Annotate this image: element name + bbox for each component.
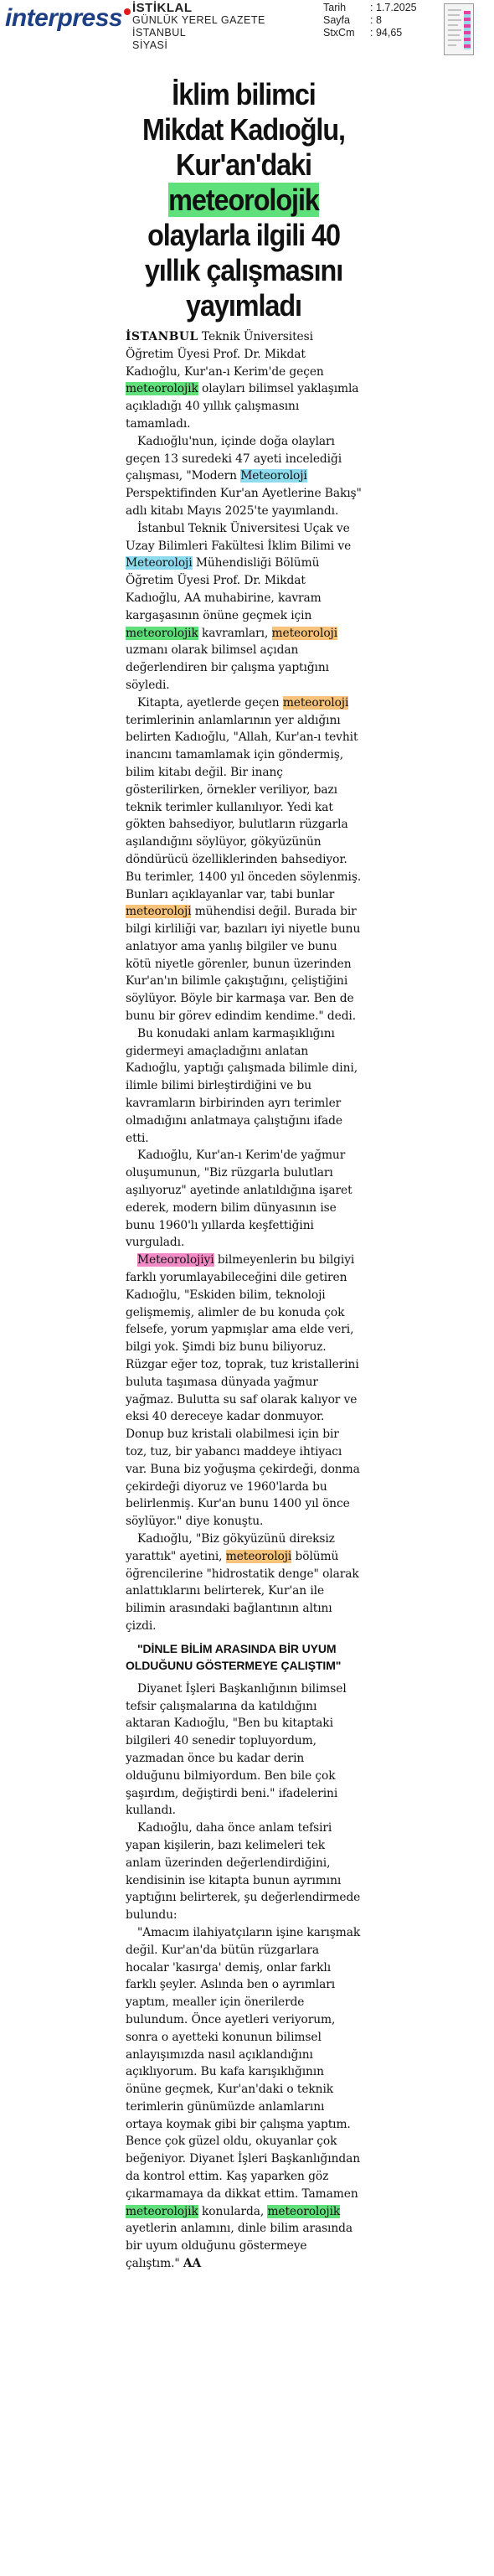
text-run: konularda, bbox=[198, 2204, 268, 2218]
meta-page-value: 8 bbox=[375, 14, 382, 26]
dateline: İSTANBUL bbox=[126, 330, 198, 343]
text-run: bilmeyenlerin bu bilgiyi farklı yorumlayabileceğini dile getiren Kadıoğlu, "Eskiden bilim, teknoloji gelişmemiş, alimler de bu konuda çok felsefe, yorum yapmışlar ama elde veri, bilgi yok. Şimdi biz bunu biliyoruz. Rüzgar eğer toz, toprak, tuz kristallerini buluta taşımasa dünyada yağmur yağmaz. Bulutta su saf olarak kalıyor ve eksi 40 dereceye kadar donmuyor. Donup buz kristali olabilmesi için bir toz, tuz, bir yabancı maddeye ihtiyacı var. Buna biz yoğuşma çekirdeği, donma çekirdeği diyoruz ve 1960'larda bu belirlenmiş. Kur'an bunu 1400 yıl önce söylüyor." diye konuştu. bbox=[126, 1253, 360, 1529]
article-headline bbox=[137, 77, 350, 323]
text-run: Mühendisliği Bölümü Öğretim Üyesi Prof. Dr. Mikdat Kadıoğlu, AA muhabirine, kavram kargaşasının önüne geçmek için bbox=[126, 556, 322, 622]
text-run: "Amacım ilahiyatçıların işine karışmak değil. Kur'an'da bütün rüzgarlara hocalar 'kasırga' demiş, onlar farklı farklı şeyler. Aslında ben o ayrımları yaptım, mealler için önerilerde bulundum. Önce ayetleri veriyorum, sonra o ayetteki konunun bilimsel anlayışımızda nasıl açıklandığını açıklıyorum. Bu kafa karışıklığının önüne geçmek, Kur'an'daki o teknik terimlerin günümüzde anlamlarını ortaya koymak gibi bir çalışma yaptım. Bence çok güzel oldu, okuyanlar çok beğeniyor. Diyanet İşleri Başkanlığından da kontrol ettim. Kaş yaparken göz çıkarmamaya da dikkat ettim. Tamamen bbox=[126, 1925, 361, 2201]
meta-size-key: StxCm bbox=[323, 27, 355, 39]
thumbnail-line bbox=[448, 44, 456, 46]
text-run: Bu konudaki anlam karmaşıklığını gidermeyi amaçladığını anlatan Kadıoğlu, yaptığı çalışmada bilimle dini, ilimle bilimi birleştirdiğini ve bu kavramların birbirinden ayrı terimler olmadığını anlatmaya çalıştığını ifade etti. bbox=[126, 1026, 358, 1145]
thumbnail-line bbox=[448, 24, 458, 26]
paragraph-group bbox=[126, 328, 362, 1635]
meta-colon: : bbox=[370, 14, 376, 26]
thumbnail-line bbox=[448, 14, 460, 16]
article-paragraph bbox=[126, 1252, 362, 1531]
text-run: olayları bilimsel yaklaşımla açıkladığı 40 yıllık çalışmasını tamamladı. bbox=[126, 382, 359, 431]
article-paragraph bbox=[126, 520, 362, 694]
article-paragraph bbox=[126, 1820, 362, 1924]
meta-page-row bbox=[323, 14, 417, 27]
article-paragraph bbox=[126, 1147, 362, 1252]
page-thumbnail[interactable] bbox=[444, 3, 474, 55]
keyword-highlight: Meteoroloji bbox=[126, 556, 193, 570]
keyword-highlight: meteoroloji bbox=[282, 695, 349, 710]
brand-dot-icon bbox=[124, 8, 131, 15]
thumbnail-line bbox=[448, 39, 461, 41]
text-run: Kadıoğlu'nun, içinde doğa olayları geçen 13 suredeki 47 ayeti incelediği çalışması, "Modern bbox=[126, 434, 342, 483]
text-run: uzmanı olarak bilimsel açıdan değerlendiren bir çalışma yaptığını söyledi. bbox=[126, 643, 329, 692]
publication-type: GÜNLÜK YEREL GAZETE bbox=[132, 14, 265, 26]
article-subheading: "DİNLE BİLİM ARASINDA BİR UYUM OLDUĞUNU GÖSTERMEYE ÇALIŞTIM" bbox=[126, 1641, 342, 1672]
text-run: İklim bilimci Mikdat Kadıoğlu, Kur'an'daki bbox=[142, 77, 345, 182]
brand-name: interpress bbox=[5, 4, 123, 32]
thumbnail-line bbox=[448, 29, 461, 31]
clipping-meta bbox=[323, 2, 417, 39]
meta-size-value: 94,65 bbox=[375, 27, 403, 39]
thumbnail-highlight-marks bbox=[464, 11, 471, 49]
text-run: Diyanet İşleri Başkanlığının bilimsel tefsir çalışmalarına da katıldığını aktaran Kadıoğlu, "Ben bu kitaptaki bilgileri 40 senedir topluyordum, yazmadan önce bu kadar derin olduğunu bilmiyordum. Ben bile çok şaşırdım, değiştirdi beni." ifadelerini kullandı. bbox=[126, 1681, 347, 1818]
keyword-highlight: meteorolojik bbox=[126, 2204, 198, 2218]
article-body bbox=[126, 328, 362, 2273]
publication-category: SİYASİ bbox=[132, 39, 168, 51]
keyword-highlight: meteoroloji bbox=[225, 1549, 292, 1563]
article-paragraph bbox=[126, 1531, 362, 1635]
meta-colon: : bbox=[370, 27, 376, 39]
keyword-highlight: meteorolojik bbox=[168, 183, 319, 217]
meta-size-row bbox=[323, 27, 417, 39]
keyword-highlight: meteoroloji bbox=[126, 905, 192, 919]
article-paragraph bbox=[126, 1924, 362, 2273]
text-run: Kadıoğlu, Kur'an-ı Kerim'de yağmur oluşumunun, "Biz rüzgarla bulutları aşılıyoruz" ayetinde anlatıldığına işaret ederek, modern bilim dünyasının ise bunu 1960'lı yıllarda keşfettiğini vurguladı. bbox=[126, 1149, 352, 1250]
text-run: terimlerinin anlamlarının yer aldığını belirten Kadıoğlu, "Allah, Kur'an-ı tevhit inancını tamamlamak için göndermiş, bilim kitabı değil. Bir inanç gösterilirken, örnekler veriliyor, bazı teknik terimler kullanılıyor. Yedi kat gökten bahsediyor, bulutların rüzgarla aşılandığını söylüyor, gökyüzünün döndürücü özelliklerinden bahsediyor. Bu terimler, 1400 yıl önceden söylenmiş. Bunları açıklayanlar var, tabi bunlar bbox=[126, 713, 362, 901]
keyword-highlight: meteorolojik bbox=[267, 2204, 341, 2218]
thumbnail-line bbox=[448, 9, 461, 11]
paragraph-group bbox=[126, 1680, 362, 2273]
meta-date-value: 1.7.2025 bbox=[375, 2, 417, 13]
text-run: mühendisi değil. Burada bir bilgi kirliliği var, bazıları iyi niyetle bunu anlatıyor ama yanlış bilgiler ve bunu kötü niyetle görenler, bunun üzerinden Kur'an'ın bilimle çakıştığını, çeliştiğini söylüyor. Böyle bir karmaşa var. Ben de bunu bir görev edindim kendime." dedi. bbox=[126, 905, 361, 1024]
text-run: Kadıoğlu, "Biz gökyüzünü direksiz yarattık" ayetini, bbox=[126, 1531, 335, 1563]
text-run: ayetlerin anlamını, dinle bilim arasında bir uyum olduğunu göstermeye çalıştım." bbox=[126, 2222, 353, 2271]
meta-date-key: Tarih bbox=[323, 2, 347, 13]
publication-name: İSTİKLAL bbox=[132, 1, 193, 15]
publication-info bbox=[132, 2, 265, 52]
keyword-highlight: meteorolojik bbox=[126, 626, 198, 640]
thumbnail-line bbox=[448, 34, 460, 36]
brand-logo bbox=[5, 3, 131, 34]
publication-city: İSTANBUL bbox=[132, 27, 187, 39]
article-paragraph bbox=[126, 328, 362, 433]
article-paragraph bbox=[126, 694, 362, 1025]
text-run: Kadıoğlu, daha önce anlam tefsiri yapan kişilerin, bazı kelimeleri tek anlam üzerinden değerlendirdiğini, kendisinin ise kitapta bunun ayrımını yaptığını belirterek, şu değerlendirmede bulundu: bbox=[126, 1821, 361, 1923]
text-run: Perspektifinden Kur'an Ayetlerine Bakış" adlı kitabı Mayıs 2025'te yayımlandı. bbox=[126, 487, 362, 518]
keyword-highlight: meteorolojik bbox=[126, 382, 198, 396]
text-run: İstanbul Teknik Üniversitesi Uçak ve Uzay Bilimleri Fakültesi İklim Bilimi ve bbox=[126, 521, 352, 553]
keyword-highlight: meteoroloji bbox=[271, 626, 338, 640]
article-paragraph bbox=[126, 1680, 362, 1820]
article-paragraph bbox=[126, 433, 362, 520]
clipping-header bbox=[0, 0, 494, 59]
meta-colon: : bbox=[370, 2, 376, 13]
text-run: kavramları, bbox=[198, 626, 272, 640]
meta-page-key: Sayfa bbox=[323, 14, 350, 26]
text-run: Teknik Üniversitesi Öğretim Üyesi Prof. Dr. Mikdat Kadıoğlu, Kur'an-ı Kerim'de geçen bbox=[126, 330, 324, 379]
text-run: bölümü öğrencilerine "hidrostatik denge" olarak anlattıklarını belirterek, Kur'an ile bilimin arasındaki bağlantının altını çizdi. bbox=[126, 1549, 359, 1633]
keyword-highlight: Meteoroloji bbox=[240, 469, 307, 483]
text-run: Kitapta, ayetlerde geçen bbox=[137, 695, 283, 710]
text-run: olaylarla ilgili 40 yıllık çalışmasını yayımladı bbox=[144, 218, 343, 323]
thumbnail-line bbox=[448, 19, 461, 21]
article bbox=[126, 77, 362, 2273]
agency-signature: AA bbox=[183, 2257, 202, 2271]
keyword-highlight: Meteorolojiyi bbox=[137, 1253, 214, 1267]
meta-date-row bbox=[323, 2, 417, 14]
article-paragraph bbox=[126, 1025, 362, 1148]
